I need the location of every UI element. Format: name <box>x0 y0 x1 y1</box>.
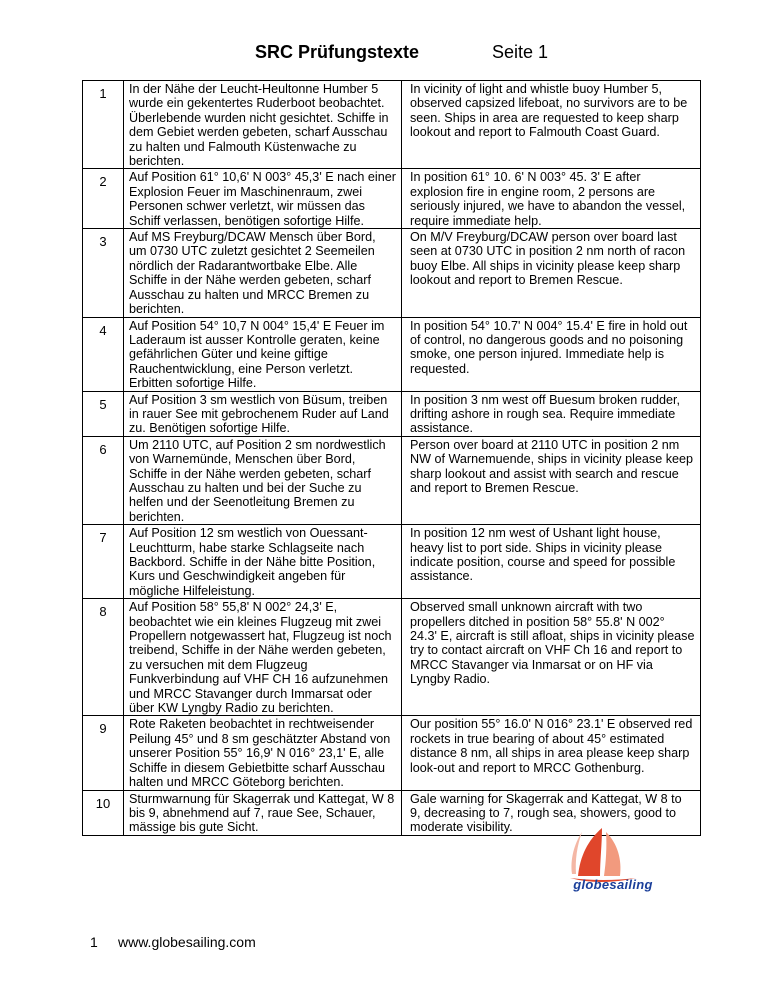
row-number: 1 <box>83 81 124 169</box>
german-text: Auf Position 12 sm westlich von Ouessant-Leuchtturm, habe starke Schlagseite nach Backbord. Schiffe in der Nähe bitte Position, Kurs und Geschwindigkeit angeben für mögliche Hilfeleistung. <box>124 525 402 599</box>
row-number: 10 <box>83 790 124 835</box>
footer-page-number: 1 <box>90 934 98 950</box>
page-header <box>0 42 768 66</box>
table-row <box>83 229 701 317</box>
page-label: Seite 1 <box>492 42 549 62</box>
row-number: 6 <box>83 436 124 524</box>
german-text: Sturmwarnung für Skagerrak und Kattegat, W 8 bis 9, abnehmend auf 7, raue See, Schauer, mässige bis gute Sicht. <box>124 790 402 835</box>
row-number: 3 <box>83 229 124 317</box>
english-text: In vicinity of light and whistle buoy Humber 5, observed capsized lifeboat, no survivors are to be seen. Ships in area are requested to keep sharp lookout and report to Falmouth Coast Guard. <box>402 81 701 169</box>
table-row <box>83 599 701 716</box>
english-text: In position 3 nm west off Buesum broken rudder, drifting ashore in rough sea. Require immediate assistance. <box>402 391 701 436</box>
german-text: Auf Position 58° 55,8' N 002° 24,3' E, beobachtet wie ein kleines Flugzeug mit zwei Propellern notgewassert hat, Flugzeug ist noch treibend, Schiffe in der Nähe werden gebeten, zu versuchen mit dem Flugzeug Funkverbindung auf VHF CH 16 aufzunehmen und MRCC Stavanger durch Immarsat oder über KW Lyngby Radio zu berichten. <box>124 599 402 716</box>
table-row <box>83 169 701 229</box>
footer-url-link[interactable]: www.globesailing.com <box>118 934 256 950</box>
german-text: In der Nähe der Leucht-Heultonne Humber 5 wurde ein gekentertes Ruderboot beobachtet. Überlebende wurden nicht gesichtet. Schiffe in dem Gebiet werden gebeten, scharf Ausschau zu halten und Falmouth Küstenwache zu berichten. <box>124 81 402 169</box>
english-text: In position 61° 10. 6' N 003° 45. 3' E after explosion fire in engine room, 2 persons are seriously injured, we have to abandon the vessel, require immediate help. <box>402 169 701 229</box>
row-number: 4 <box>83 317 124 391</box>
phrase-table <box>82 80 701 836</box>
german-text: Rote Raketen beobachtet in rechtweisender Peilung 45° und 8 sm geschätzter Abstand von unserer Position 55° 16,9' N 016° 23,1' E, alle Schiffe in diesem Gebietbitte scharf Ausschau halten und MRCC Göteborg berichten. <box>124 716 402 790</box>
english-text: In position 12 nm west of Ushant light house, heavy list to port side. Ships in vicinity please indicate position, course and speed for possible assistance. <box>402 525 701 599</box>
row-number: 2 <box>83 169 124 229</box>
table-row <box>83 436 701 524</box>
document-title: SRC Prüfungstexte <box>255 42 420 62</box>
page-footer <box>0 934 768 954</box>
table-row <box>83 716 701 790</box>
row-number: 9 <box>83 716 124 790</box>
row-number: 7 <box>83 525 124 599</box>
table-row <box>83 81 701 169</box>
logo-wordmark: globesailing <box>573 877 653 892</box>
table-row <box>83 391 701 436</box>
english-text: Our position 55° 16.0' N 016° 23.1' E observed red rockets in true bearing of about 45° estimated distance 8 nm, all ships in area please keep sharp look-out and report to MRCC Gothenburg. <box>402 716 701 790</box>
german-text: Auf MS Freyburg/DCAW Mensch über Bord, um 0730 UTC zuletzt gesichtet 2 Seemeilen nördlich der Radarantwortbake Elbe. Alle Schiffe in der Nähe werden gebeten, scharf Ausschau zu halten und MRCC Bremen zu berichten. <box>124 229 402 317</box>
table-row <box>83 525 701 599</box>
german-text: Auf Position 61° 10,6' N 003° 45,3' E nach einer Explosion Feuer im Maschinenraum, zwei Personen schwer verletzt, wir müssen das Schiff verlassen, benötigen sofortige Hilfe. <box>124 169 402 229</box>
row-number: 5 <box>83 391 124 436</box>
english-text: In position 54° 10.7' N 004° 15.4' E fire in hold out of control, no dangerous goods and no poisoning smoke, one person injured. Immediate help is requested. <box>402 317 701 391</box>
english-text: On M/V Freyburg/DCAW person over board last seen at 0730 UTC in position 2 nm north of racon buoy Elbe. All ships in vicinity please keep sharp lookout and report to Bremen Rescue. <box>402 229 701 317</box>
german-text: Um 2110 UTC, auf Position 2 sm nordwestlich von Warnemünde, Menschen über Bord, Schiffe in der Nähe werden gebeten, scharf Ausschau zu halten und bei der Suche zu helfen und der Seenotleitung Bremen zu berichten. <box>124 436 402 524</box>
german-text: Auf Position 54° 10,7 N 004° 15,4' E Feuer im Laderaum ist ausser Kontrolle geraten, keine gefährlichen Güter und keine giftige Rauchentwicklung, eine Person verletzt. Erbitten sofortige Hilfe. <box>124 317 402 391</box>
german-text: Auf Position 3 sm westlich von Büsum, treiben in rauer See mit gebrochenem Ruder auf Land zu. Benötigen sofortige Hilfe. <box>124 391 402 436</box>
english-text: Gale warning for Skagerrak and Kattegat, W 8 to 9, decreasing to 7, rough sea, showers, good to moderate visibility. <box>402 790 701 835</box>
english-text: Observed small unknown aircraft with two propellers ditched in position 58° 55.8' N 002° 24.3' E, aircraft is still afloat, ships in vicinity please try to contact aircraft on VHF Ch 16 and report to MRCC Stavanger via Inmarsat or on HF via Lyngby Radio. <box>402 599 701 716</box>
english-text: Person over board at 2110 UTC in position 2 nm NW of Warnemuende, ships in vicinity please keep sharp lookout and assist with search and rescue and report to Bremen Rescue. <box>402 436 701 524</box>
row-number: 8 <box>83 599 124 716</box>
table-row <box>83 317 701 391</box>
